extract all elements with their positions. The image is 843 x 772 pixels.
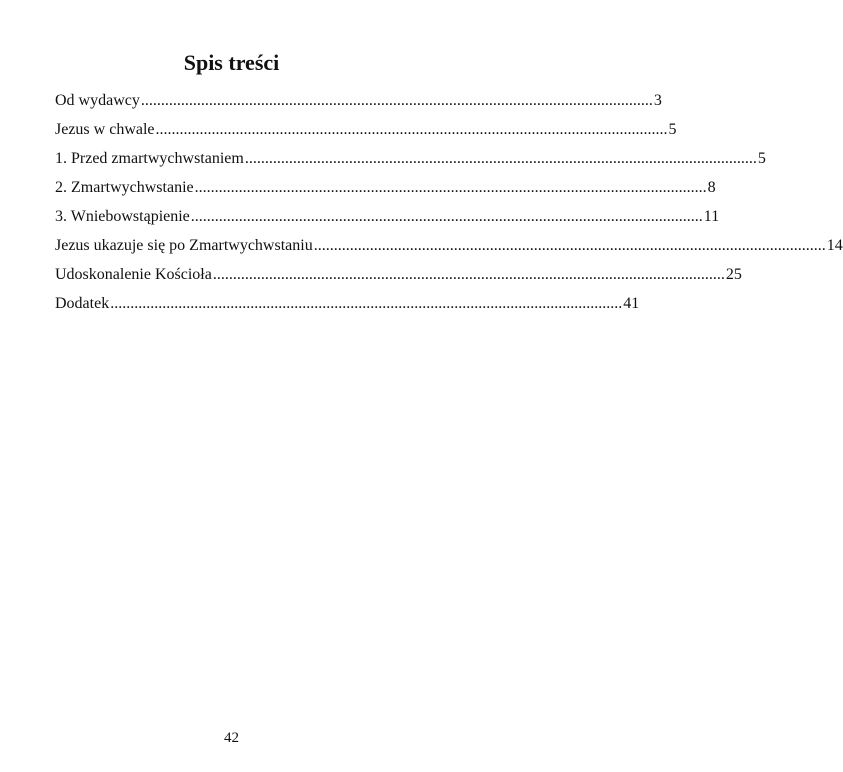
toc-leader-dots: ................................................................................................................................ [110, 295, 623, 312]
toc-entry-label: Udoskonalenie Kościoła [55, 266, 212, 283]
toc-entry-label: 3. Wniebowstąpienie [55, 208, 190, 225]
toc-entry-page: 8 [707, 179, 716, 196]
toc-entry-page: 11 [703, 208, 720, 225]
toc-entry-page: 3 [653, 92, 662, 109]
toc-entry-label: Jezus w chwale [55, 121, 155, 138]
toc-leader-dots: ................................................................................................................................ [194, 179, 707, 196]
toc-entry [55, 231, 843, 260]
toc-leader-dots: ................................................................................................................................ [190, 208, 703, 225]
toc-entry [55, 115, 677, 144]
toc-entry [55, 202, 720, 231]
toc-entry-page: 5 [668, 121, 677, 138]
toc-leader-dots: ................................................................................................................................ [212, 266, 725, 283]
toc-leader-dots: ................................................................................................................................ [244, 150, 757, 167]
toc-entry-page: 25 [725, 266, 742, 283]
toc-entry [55, 144, 766, 173]
toc-entry-page: 41 [623, 295, 640, 312]
toc-entry [55, 173, 716, 202]
toc-entry-label: Od wydawcy [55, 92, 140, 109]
page-title: Spis treści [183, 50, 280, 75]
toc-entry [55, 86, 662, 115]
toc-entry-label: 1. Przed zmartwychwstaniem [55, 150, 244, 167]
toc-entry-page: 5 [757, 150, 766, 167]
toc-entry [55, 260, 742, 289]
toc-entry [55, 289, 640, 318]
toc-entry-label: Jezus ukazuje się po Zmartwychwstaniu [55, 237, 313, 254]
page-number: 42 [224, 730, 239, 746]
toc-leader-dots: ................................................................................................................................ [313, 237, 826, 254]
toc-entry-label: Dodatek [55, 295, 110, 312]
toc-entry-label: 2. Zmartwychwstanie [55, 179, 194, 196]
toc-leader-dots: ................................................................................................................................ [155, 121, 668, 138]
toc-entry-page: 14 [826, 237, 843, 254]
table-of-contents [55, 86, 843, 318]
toc-leader-dots: ................................................................................................................................ [140, 92, 653, 109]
